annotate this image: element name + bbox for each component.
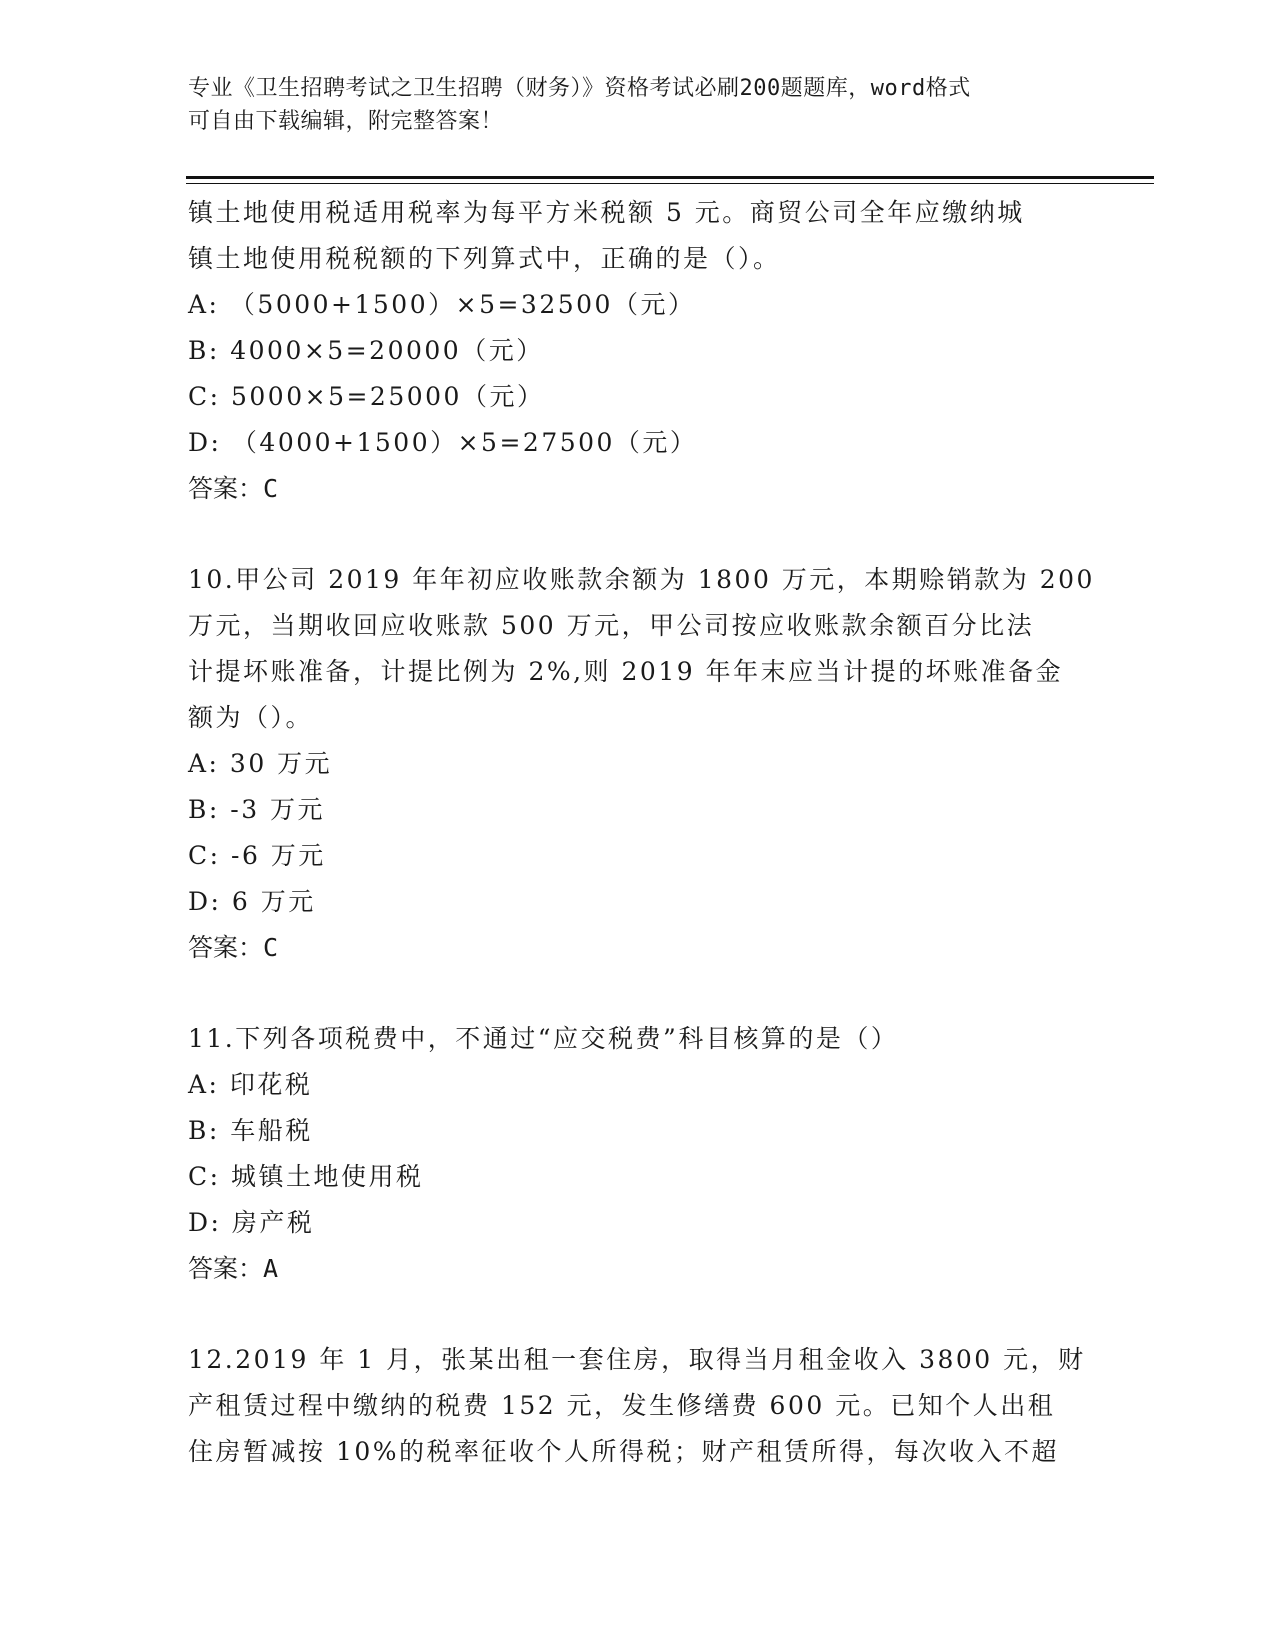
question-stem: 镇土地使用税税额的下列算式中，正确的是（）。 (188, 244, 781, 273)
answer-line: 答案：C (188, 474, 279, 503)
option-c: C: 5000×5=25000（元） (188, 382, 545, 411)
option-d: D: （4000+1500）×5=27500（元） (188, 428, 698, 457)
answer-line: 答案：C (188, 933, 279, 962)
question-stem: 住房暂减按 10%的税率征收个人所得税；财产租赁所得，每次收入不超 (188, 1437, 1060, 1466)
header-rule-thin (186, 183, 1154, 184)
header-line-2: 可自由下载编辑，附完整答案！ (188, 109, 504, 134)
question-stem: 产租赁过程中缴纳的税费 152 元，发生修缮费 600 元。已知个人出租 (188, 1391, 1056, 1420)
question-12 (188, 1337, 1088, 1475)
option-d: D: 房产税 (188, 1208, 315, 1237)
option-b: B: 4000×5=20000（元） (188, 336, 544, 365)
question-stem: 额为（）。 (188, 703, 314, 732)
option-c: C: -6 万元 (188, 841, 326, 870)
question-stem: 11.下列各项税费中，不通过“应交税费”科目核算的是（） (188, 1024, 899, 1053)
header-line-1: 专业《卫生招聘考试之卫生招聘（财务）》资格考试必刷200题题库，word格式 (188, 76, 971, 101)
option-a: A: （5000+1500）×5=32500（元） (188, 290, 696, 319)
question-9 (188, 190, 1088, 512)
question-stem: 计提坏账准备，计提比例为 2%,则 2019 年年末应当计提的坏账准备金 (188, 657, 1064, 686)
question-stem: 镇土地使用税适用税率为每平方米税额 5 元。商贸公司全年应缴纳城 (188, 198, 1025, 227)
question-stem: 10.甲公司 2019 年年初应收账款余额为 1800 万元，本期赊销款为 200 (188, 565, 1095, 594)
option-a: A: 印花税 (188, 1070, 313, 1099)
answer-line: 答案：A (188, 1254, 279, 1283)
question-stem: 12.2019 年 1 月，张某出租一套住房，取得当月租金收入 3800 元，财 (188, 1345, 1086, 1374)
option-a: A: 30 万元 (188, 749, 333, 778)
option-c: C: 城镇土地使用税 (188, 1162, 424, 1191)
document-body (188, 190, 1095, 1475)
question-11 (188, 1016, 1088, 1292)
option-b: B: 车船税 (188, 1116, 313, 1145)
spacer (188, 1292, 1088, 1337)
header-rule-thick (186, 176, 1154, 179)
question-stem: 万元，当期收回应收账款 500 万元，甲公司按应收账款余额百分比法 (188, 611, 1035, 640)
question-10 (188, 557, 1095, 971)
document-header (188, 72, 1088, 138)
spacer (188, 971, 1088, 1016)
option-b: B: -3 万元 (188, 795, 326, 824)
option-d: D: 6 万元 (188, 887, 316, 916)
spacer (188, 512, 1088, 557)
